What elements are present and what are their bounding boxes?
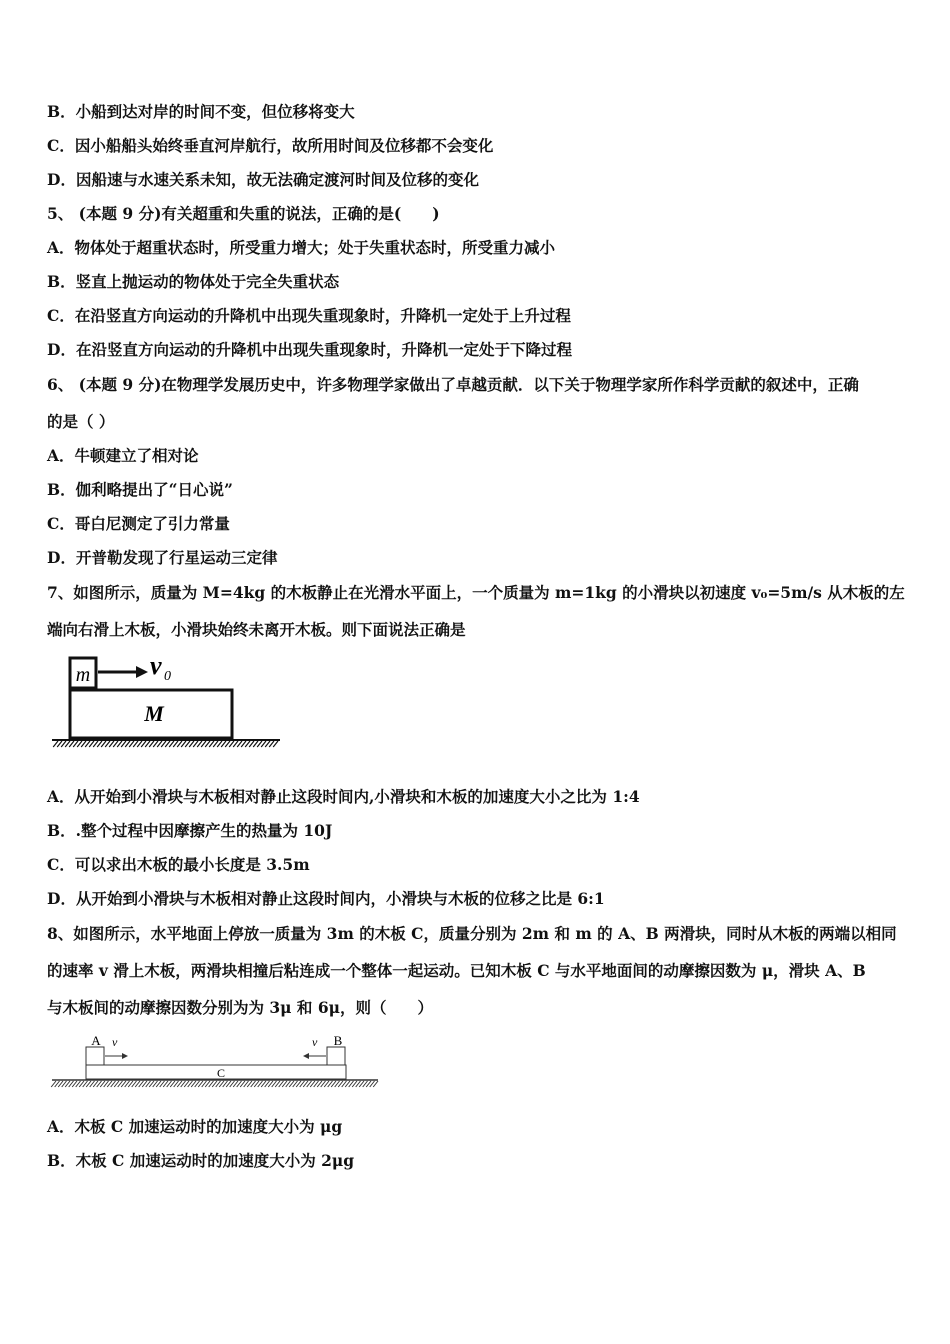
figure-q7 (50, 650, 290, 750)
figure-q8 (50, 1030, 385, 1092)
text-line: B．竖直上抛运动的物体处于完全失重状态 (47, 272, 340, 291)
text-line: D．因船速与水速关系未知，故无法确定渡河时间及位移的变化 (47, 170, 479, 189)
ground-hatching (51, 1081, 378, 1087)
text-line: A．牛顿建立了相对论 (47, 446, 199, 465)
text-line: A．木板 C 加速运动时的加速度大小为 μg (47, 1117, 343, 1136)
text-line: 的速率 v 滑上木板，两滑块相撞后粘连成一个整体一起运动。已知木板 C 与水平地面间的动摩擦因数为 μ，滑块 A、B (47, 961, 866, 980)
text-line: C．因小船船头始终垂直河岸航行，故所用时间及位移都不会变化 (47, 136, 494, 155)
velocity-b-label: v (312, 1035, 318, 1049)
velocity-a-arrow-head (122, 1053, 128, 1059)
block-b-label: B (333, 1033, 343, 1048)
velocity-a-label: v (112, 1035, 118, 1049)
text-line: C．在沿竖直方向运动的升降机中出现失重现象时，升降机一定处于上升过程 (47, 306, 571, 325)
text-line: D．从开始到小滑块与木板相对静止这段时间内，小滑块与木板的位移之比是 6:1 (47, 889, 605, 908)
block-A (86, 1047, 104, 1065)
text-line: B．伽利略提出了“日心说” (47, 480, 233, 499)
text-line: B．木板 C 加速运动时的加速度大小为 2μg (47, 1151, 355, 1170)
figure-q8-drawing (50, 1030, 385, 1092)
velocity-subscript: 0 (164, 669, 171, 684)
text-line: A．物体处于超重状态时，所受重力增大；处于失重状态时，所受重力减小 (47, 238, 556, 257)
text-line: D．开普勒发现了行星运动三定律 (47, 548, 278, 567)
text-line: 端向右滑上木板，小滑块始终未离开木板。则下面说法正确是 (47, 620, 466, 639)
text-line: B．小船到达对岸的时间不变，但位移将变大 (47, 102, 355, 121)
text-line: A．从开始到小滑块与木板相对静止这段时间内,小滑块和木板的加速度大小之比为 1:4 (47, 787, 640, 806)
board-c-label: C (216, 1066, 226, 1080)
velocity-arrow-head (136, 666, 148, 678)
board-label: M (144, 701, 164, 726)
text-line: 8、如图所示，水平地面上停放一质量为 3m 的木板 C，质量分别为 2m 和 m 的 A、B 两滑块，同时从木板的两端以相同 (47, 924, 897, 943)
ground-hatching (53, 741, 278, 747)
text-line: 6、 (本题 9 分)在物理学发展历史中，许多物理学家做出了卓越贡献．以下关于物理学家所作科学贡献的叙述中，正确 (47, 375, 859, 394)
text-line: 7、如图所示，质量为 M=4kg 的木板静止在光滑水平面上，一个质量为 m=1kg 的小滑块以初速度 v₀=5m/s 从木板的左 (47, 583, 905, 602)
text-line: B．.整个过程中因摩擦产生的热量为 10J (47, 821, 333, 840)
text-line: D．在沿竖直方向运动的升降机中出现失重现象时，升降机一定处于下降过程 (47, 340, 572, 359)
figure-q7-drawing (50, 650, 290, 750)
small-block-label: m (75, 664, 91, 686)
text-line: 5、 (本题 9 分)有关超重和失重的说法，正确的是( ) (47, 204, 440, 223)
text-line: 与木板间的动摩擦因数分别为为 3μ 和 6μ，则（ ） (47, 998, 433, 1017)
block-a-label: A (91, 1033, 101, 1048)
velocity-label: v (150, 651, 162, 680)
text-line: C．哥白尼测定了引力常量 (47, 514, 230, 533)
velocity-b-arrow-head (303, 1053, 309, 1059)
text-line: C．可以求出木板的最小长度是 3.5m (47, 855, 310, 874)
text-line: 的是（ ） (47, 412, 115, 431)
block-B (327, 1047, 345, 1065)
